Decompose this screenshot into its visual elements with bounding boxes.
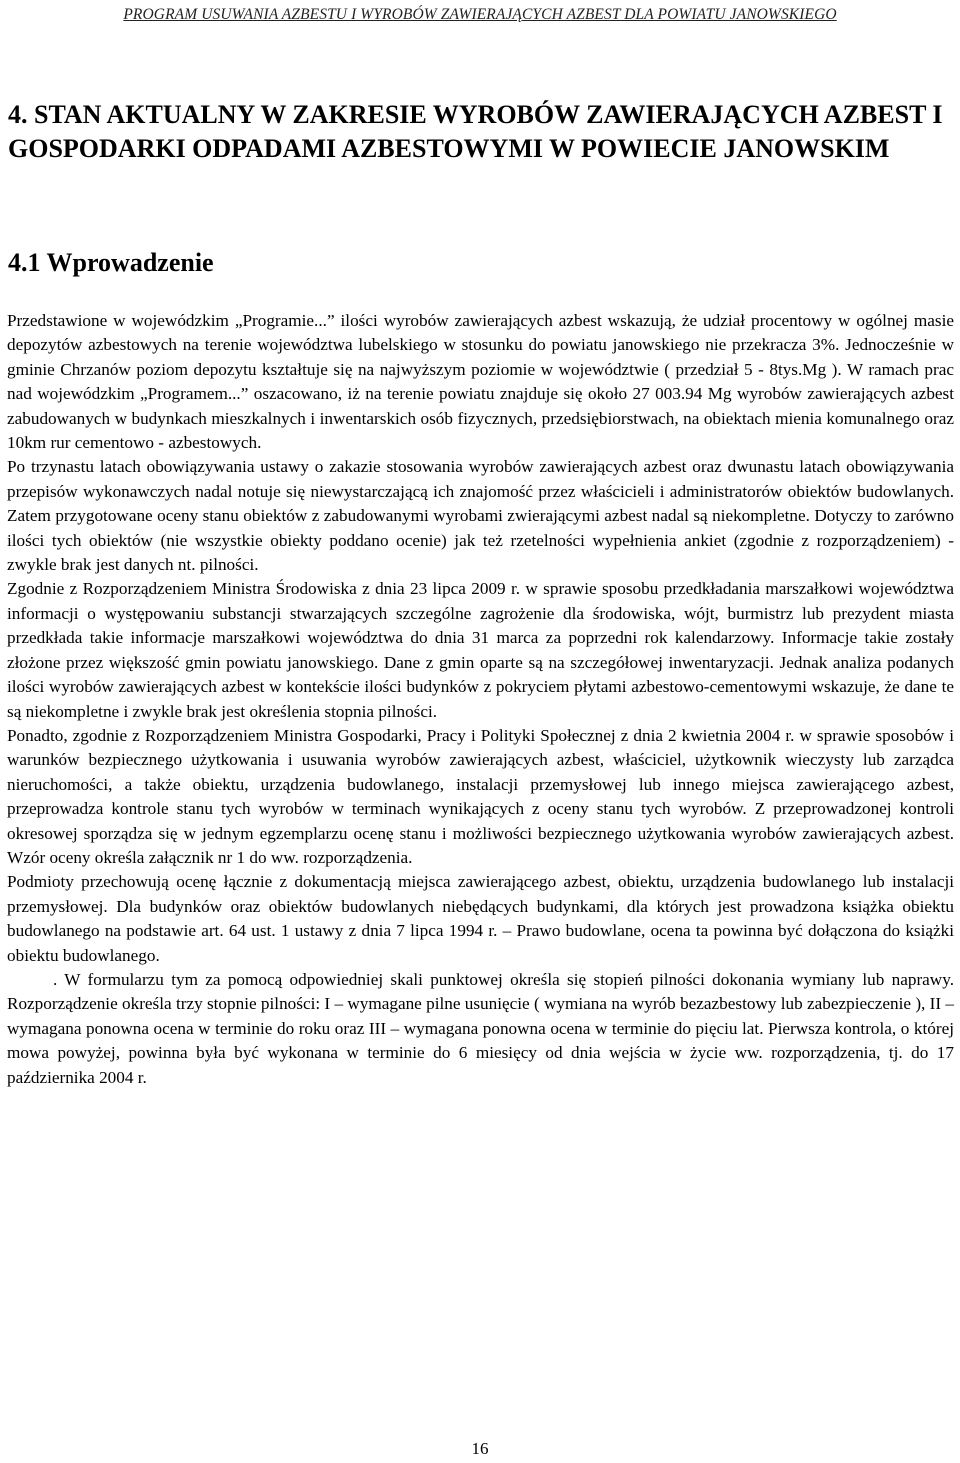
body-text [7, 309, 954, 1090]
paragraph-environment-regulation: Zgodnie z Rozporządzeniem Ministra Środowiska z dnia 23 lipca 2009 r. w sprawie sposobu przedkładania marszałkowi województwa informacji o występowaniu substancji stwarzających szczególne zagrożenie dla środowiska, wójt, burmistrz lub prezydent miasta przedkłada takie informacje marszałkowi województwa do dnia 31 marca za poprzedni rok kalendarzowy. Informacje takie zostały złożone przez większość gmin powiatu janowskiego. Dane z gmin oparte są na szczegółowej inwentaryzacji. Jednak analiza podanych ilości wyrobów zawierających azbest w kontekście ilości budynków z pokryciem płytami azbestowo-cementowymi wskazuje, że dane te są niekompletne i zwykle brak jest określenia stopnia pilności. [7, 579, 954, 721]
paragraph-urgency-levels: . W formularzu tym za pomocą odpowiedniej skali punktowej określa się stopień pilności dokonania wymiany lub naprawy. Rozporządzenie określa trzy stopnie pilności: I – wymagane pilne usunięcie ( wymiana na wyrób bezazbestowy lub zabezpieczenie ), II – wymagana ponowna ocena w terminie do roku oraz III – wymagana ponowna ocena w terminie do pięciu lat. Pierwsza kontrola, o której mowa powyżej, powinna była być wykonana w terminie do 6 miesięcy od dnia wejścia w życie ww. rozporządzenia, tj. do 17 października 2004 r. [7, 969, 954, 1087]
paragraph-deposits: Przedstawione w wojewódzkim „Programie...” ilości wyrobów zawierających azbest wskazują, że udział procentowy w ogólnej masie depozytów azbestowych na terenie województwa lubelskiego w stosunku do powiatu janowskiego nie przekracza 3%. Jednocześnie w gminie Chrzanów poziom depozytu kształtuje się na najwyższym poziomie w województwie ( przedział 5 - 8tys.Mg ). W ramach prac nad wojewódzkim „Programem...” oszacowano, iż na terenie powiatu znajduje się około 27 003.94 Mg wyrobów zawierających azbest zabudowanych w budynkach mieszkalnych i inwentarskich osób fizycznych, przedsiębiorstwach, na obiektach mienia komunalnego oraz 10km rur cementowo - azbestowych. [7, 311, 954, 453]
page-number: 16 [471, 1439, 489, 1458]
paragraph-law-awareness: Po trzynastu latach obowiązywania ustawy o zakazie stosowania wyrobów zawierających azbest oraz dwunastu latach obowiązywania przepisów wykonawczych nadal notuje się niewystarczającą ich znajomość przez właścicieli i administratorów obiektów budowlanych. Zatem przygotowane oceny stanu obiektów z zabudowanymi wyrobami zwierającymi azbest nadal są niekompletne. Dotyczy to zarówno ilości tych obiektów (nie wszystkie obiekty poddano ocenie) jak też rzetelności wypełnienia ankiet (zgodnie z rozporządzeniem) - zwykle brak jest danych nt. pilności. [7, 457, 954, 575]
running-header: PROGRAM USUWANIA AZBESTU I WYROBÓW ZAWIERAJĄCYCH AZBEST DLA POWIATU JANOWSKIEGO [123, 6, 837, 23]
section-title: 4.1 Wprowadzenie [8, 248, 214, 277]
paragraph-storage: Podmioty przechowują ocenę łącznie z dokumentacją miejsca zawierającego azbest, obiektu, urządzenia budowlanego lub instalacji przemysłowej. Dla budynków oraz obiektów budowlanych niebędących budynkami, dla których jest prowadzona książka obiektu budowlanego na podstawie art. 64 ust. 1 ustawy z dnia 7 lipca 1994 r. – Prawo budowlane, ocena ta powinna być dołączona do książki obiektu budowlanego. [7, 872, 954, 965]
paragraph-economy-regulation: Ponadto, zgodnie z Rozporządzeniem Ministra Gospodarki, Pracy i Polityki Społecznej z dnia 2 kwietnia 2004 r. w sprawie sposobów i warunków bezpiecznego użytkowania i usuwania wyrobów zawierających azbest, właściciel, użytkownik wieczysty lub zarządca nieruchomości, a także obiektu, urządzenia budowlanego, instalacji przemysłowej lub innego miejsca zawierającego azbest, przeprowadza kontrole stanu tych wyrobów w terminach wynikających z oceny stanu tych wyrobów. Z przeprowadzonej kontroli okresowej sporządza się w jednym egzemplarzu ocenę stanu i możliwości bezpiecznego użytkowania wyrobów zawierających azbest. Wzór oceny określa załącznik nr 1 do ww. rozporządzenia. [7, 725, 954, 867]
chapter-title: 4. STAN AKTUALNY W ZAKRESIE WYROBÓW ZAWIERAJĄCYCH AZBEST I GOSPODARKI ODPADAMI AZBESTOWYMI W POWIECIE JANOWSKIM [8, 100, 943, 163]
